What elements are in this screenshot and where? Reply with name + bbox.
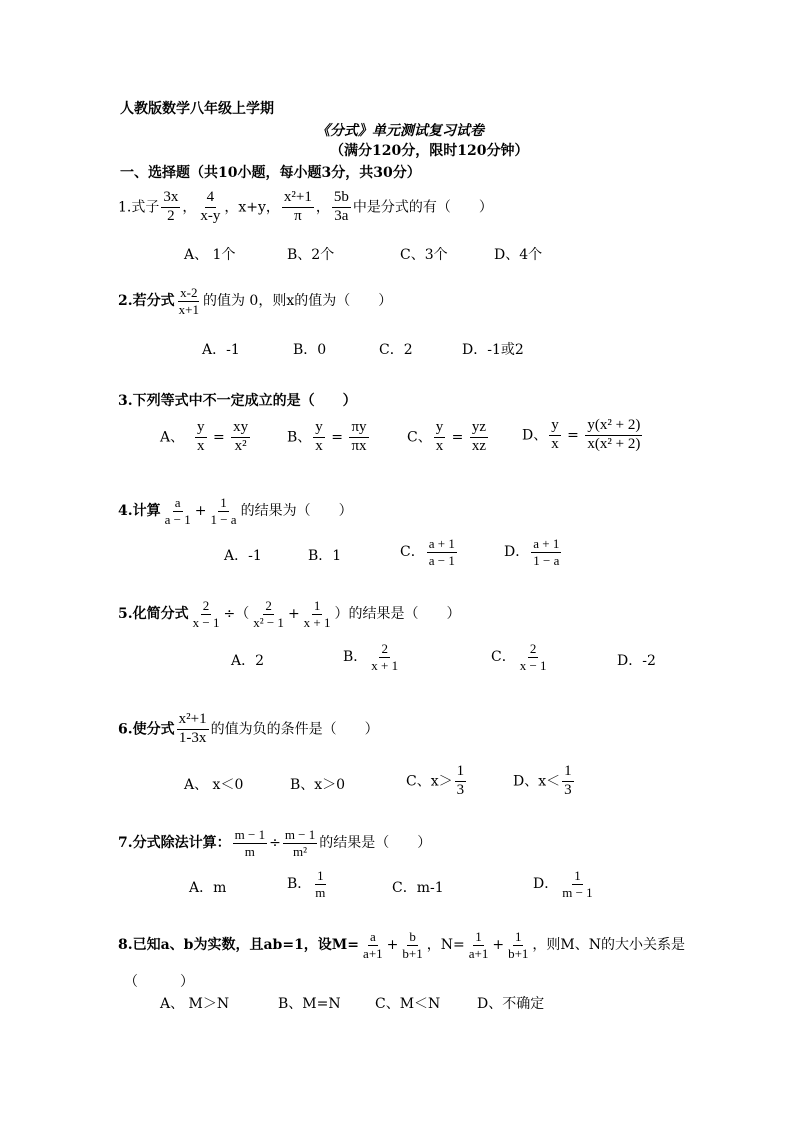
question-7-lead: 7.分式除法计算： [118, 835, 231, 852]
q5-fraction-1: $\frac{2}{x - 1}$ [192, 598, 220, 630]
q7-option-b[interactable]: B． $\frac{1}{m}$ [287, 868, 326, 900]
q1-fraction-4: $\frac{5b}{3a}$ [333, 189, 349, 224]
question-7-tail: 的结果是（ ） [319, 835, 432, 852]
score-info: （满分120分，限时120分钟） [330, 143, 529, 159]
question-1-tail: 中是分式的有（ ） [352, 199, 493, 216]
q6-fraction: $\frac{\text{x²+1}}{1-3x}$ [178, 711, 207, 746]
question-6-tail: 的值为负的条件是（ ） [210, 721, 379, 738]
q8-fraction-2: $\frac{b}{b+1}$ [402, 929, 423, 961]
q1-option-c[interactable]: C、3个 [400, 247, 448, 263]
q8-option-d[interactable]: D、不确定 [477, 996, 545, 1012]
q5-option-c[interactable]: C． $\frac{2}{x - 1}$ [491, 641, 547, 673]
q2-option-d[interactable]: D．-1或2 [462, 342, 524, 358]
q8-fraction-4: $\frac{1}{b+1}$ [508, 929, 529, 961]
q3-option-d[interactable]: D、 $\frac{y}{x}$ = $\frac{\text{y(x² + 2)}}{\text{x(x² + 2)}}$ [522, 417, 641, 452]
q7-fraction-2: $\frac{m - 1}{\text{m²}}$ [284, 827, 316, 859]
q6-option-c[interactable]: C、x＞ $\frac{1}{3}$ [406, 763, 465, 798]
question-8-lead: 8.已知a、b为实数，且ab=1，设M= [118, 937, 360, 954]
question-8-mid: ，N= [426, 937, 465, 954]
question-6 [118, 712, 379, 747]
q8-option-b[interactable]: B、M=N [278, 996, 341, 1012]
q3-option-b[interactable]: B、 $\frac{y}{x}$ = $\frac{\pi y}{\pi x}$ [287, 419, 367, 454]
q4-option-d[interactable]: D． $\frac{a + 1}{1 - a}$ [504, 536, 560, 568]
q7-option-c[interactable]: C．m-1 [392, 880, 444, 896]
q3-option-c[interactable]: C、 $\frac{y}{x}$ = $\frac{yz}{xz}$ [407, 419, 487, 454]
question-3: 3.下列等式中不一定成立的是（ ） [118, 393, 357, 409]
q1-option-d[interactable]: D、4个 [494, 247, 543, 263]
q8-option-a[interactable]: A、 M＞N [160, 996, 230, 1012]
q6-option-b[interactable]: B、x＞0 [290, 777, 346, 793]
question-2-tail: 的值为 0，则x的值为（ ） [202, 293, 393, 310]
section-heading: 一、选择题（共10小题，每小题3分，共30分） [120, 165, 421, 181]
q2-option-a[interactable]: A．-1 [202, 342, 240, 358]
q5-fraction-2: $\frac{2}{\text{x² − 1}}$ [253, 598, 284, 630]
q1-fraction-3: $\frac{\text{x²+1}}{\pi}$ [283, 189, 312, 224]
q1-option-b[interactable]: B、2个 [287, 247, 335, 263]
q5-option-a[interactable]: A．2 [231, 653, 265, 669]
q7-fraction-1: $\frac{m - 1}{m}$ [234, 827, 266, 859]
question-4-lead: 4.计算 [118, 503, 161, 520]
q8-answer-blank: （ ） [124, 974, 194, 990]
question-4-tail: 的结果为（ ） [240, 503, 353, 520]
q4-option-b[interactable]: B．1 [308, 548, 342, 564]
question-7: 7.分式除法计算： $\frac{m - 1}{m}$ ÷ $\frac{m - 1}{\text{m²}}$ 的结果是（ ） [118, 827, 432, 859]
q6-option-d[interactable]: D、x＜ $\frac{1}{3}$ [513, 763, 572, 798]
q4-option-c[interactable]: C． $\frac{a + 1}{a - 1}$ [400, 536, 455, 568]
q5-fraction-3: $\frac{1}{x + 1}$ [303, 598, 331, 630]
question-6-lead: 6.使分式 [118, 721, 175, 738]
question-1-mid: ，x+y， [224, 199, 280, 216]
q8-option-c[interactable]: C、M＜N [375, 996, 441, 1012]
q8-fraction-3: $\frac{1}{a+1}$ [468, 929, 489, 961]
question-2 [118, 286, 392, 316]
q4-fraction-1: $\frac{a}{a - 1}$ [164, 495, 191, 527]
q5-option-d[interactable]: D．-2 [617, 653, 656, 669]
q2-fraction: $\frac{x-2}{x+1}$ [178, 285, 199, 317]
question-5: 5.化简分式 $\frac{2}{x - 1}$ ÷（ $\frac{2}{\text{x² − 1}}$ + $\frac{1}{x + 1}$ ）的结果是（ ） [118, 598, 461, 630]
question-1: 1.式子 $\frac{3x}{2}$ ， $\frac{4}{x-y}$ ，x+y， $\frac{\text{x²+1}}{\pi}$ ， $\frac{5b}{3a}$ 中是分式的有（ ） [118, 189, 493, 224]
q3-option-a[interactable]: A、 $\frac{y}{x}$ = $\frac{xy}{\text{x²}}$ [160, 419, 249, 454]
exam-title: 《分式》单元测试复习试卷 [316, 123, 484, 139]
q7-option-d[interactable]: D． $\frac{1}{m - 1}$ [533, 868, 593, 900]
q7-option-a[interactable]: A．m [189, 880, 227, 896]
q1-fraction-2: $\frac{4}{x-y}$ [200, 189, 221, 224]
q1-option-a[interactable]: A、 1个 [184, 247, 236, 263]
q2-option-b[interactable]: B．0 [293, 342, 327, 358]
q5-option-b[interactable]: B． $\frac{2}{x + 1}$ [343, 641, 399, 673]
question-5-lead: 5.化简分式 [118, 606, 189, 623]
q6-option-a[interactable]: A、 x＜0 [184, 777, 244, 793]
question-8: 8.已知a、b为实数，且ab=1，设M= $\frac{a}{a+1}$ + $\frac{b}{b+1}$ ，N= $\frac{1}{a+1}$ + $\frac{1}{b+1}$ ，则M、N的大小关系是 [118, 929, 685, 961]
q1-fraction-1: $\frac{3x}{2}$ [163, 189, 179, 224]
question-1-lead: 1.式子 [118, 199, 160, 216]
q4-fraction-2: $\frac{1}{1 - a}$ [210, 495, 237, 527]
q4-option-a[interactable]: A．-1 [224, 548, 262, 564]
q8-fraction-1: $\frac{a}{a+1}$ [363, 929, 383, 961]
question-4: 4.计算 $\frac{a}{a - 1}$ + $\frac{1}{1 - a}$ 的结果为（ ） [118, 495, 353, 527]
question-2-lead: 2.若分式 [118, 293, 175, 310]
question-8-tail: ，则M、N的大小关系是 [532, 937, 685, 954]
q2-option-c[interactable]: C．2 [379, 342, 413, 358]
question-5-tail: ）的结果是（ ） [334, 606, 461, 623]
exam-subtitle: 人教版数学八年级上学期 [120, 101, 274, 117]
